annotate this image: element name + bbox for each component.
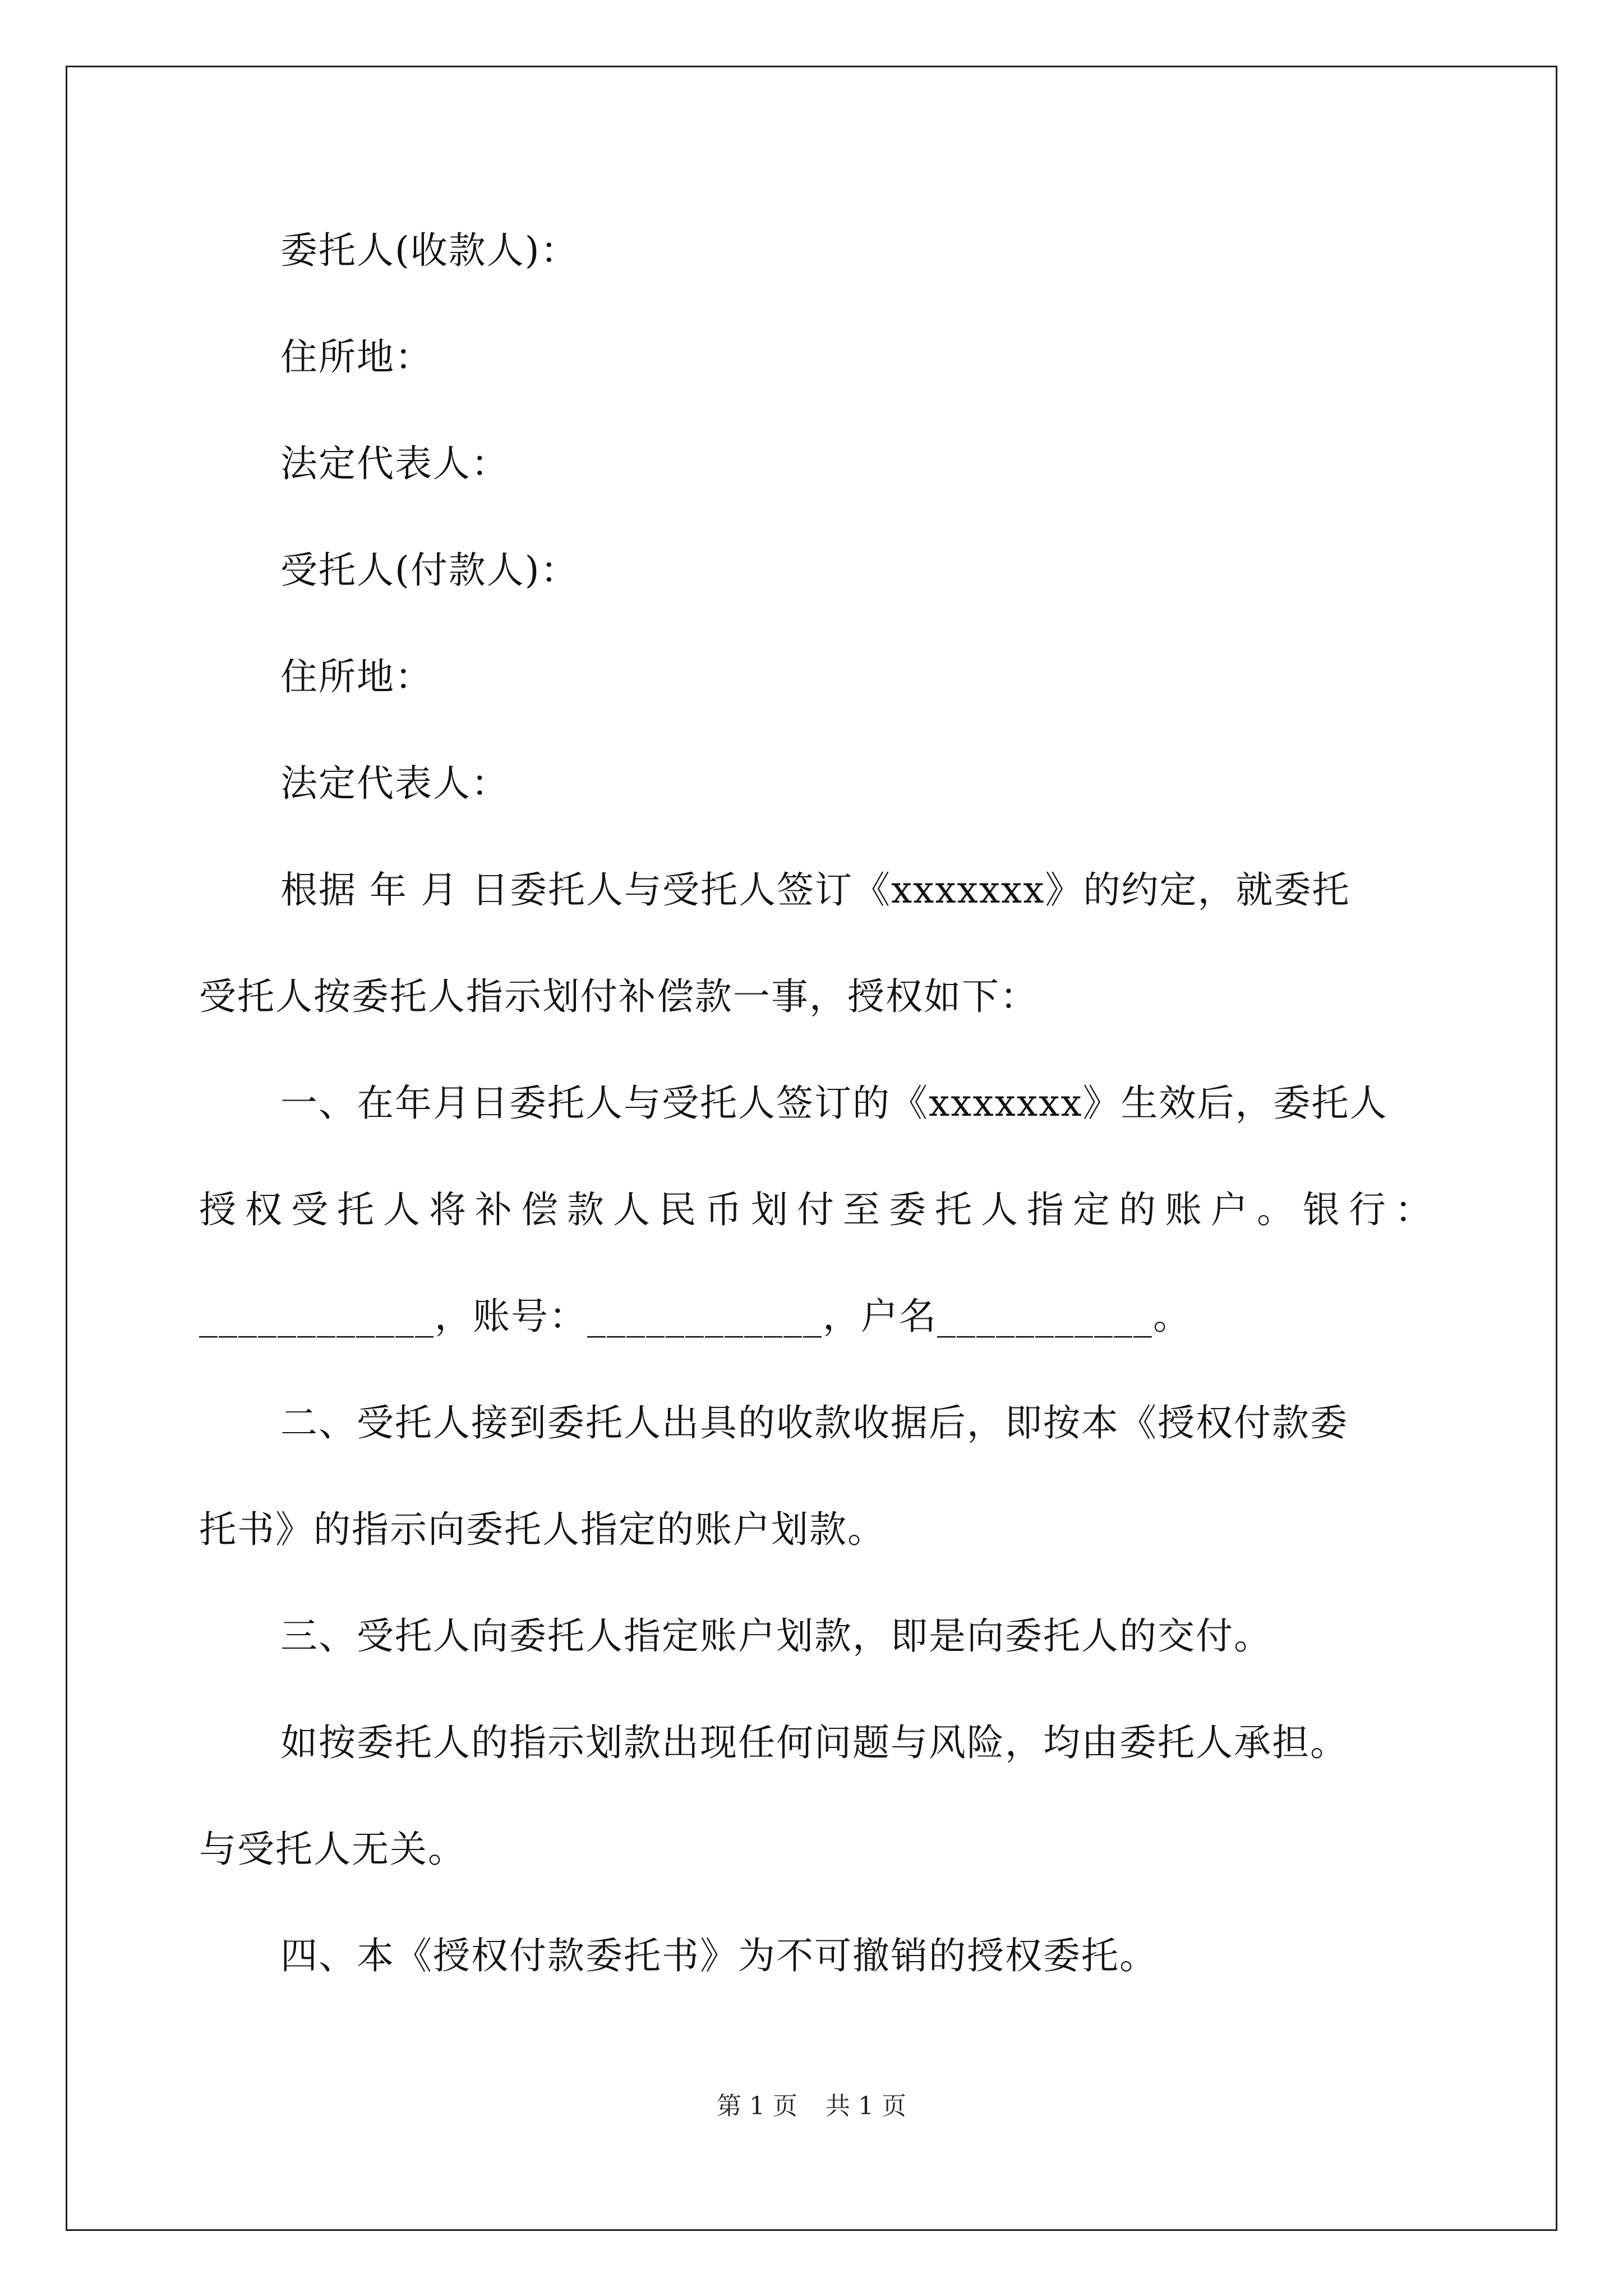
agent-address-label: 住所地： [280,655,433,698]
agent-label: 受托人(付款人)： [280,549,579,592]
bank-account-fields: ____________，账号：____________，户名___________。 [199,1295,1191,1338]
page-total: 共 1 页 [826,2092,906,2120]
clause-2-line-2: 托书》的指示向委托人指定的账户划款。 [199,1508,886,1551]
agent-representative-label: 法定代表人： [280,762,509,805]
page-number: 第 1 页 [717,2092,797,2120]
page-footer [0,2090,1623,2123]
principal-address-label: 住所地： [280,335,433,379]
risk-paragraph-line-2: 与受托人无关。 [199,1828,466,1871]
clause-2-line-1: 二、受托人接到委托人出具的收款收据后，即按本《授权付款委 [280,1401,1348,1444]
page-border [66,66,1557,2231]
intro-paragraph-line-2: 受托人按委托人指示划付补偿款一事，授权如下： [199,975,1038,1018]
intro-paragraph-line-1: 根据 年 月 日委托人与受托人签订《xxxxxxx》的约定，就委托 [280,868,1350,912]
principal-representative-label: 法定代表人： [280,442,509,485]
principal-label: 委托人(收款人)： [280,229,579,272]
clause-4: 四、本《授权付款委托书》为不可撤销的授权委托。 [280,1934,1158,1977]
clause-3: 三、受托人向委托人指定账户划款，即是向委托人的交付。 [280,1614,1272,1658]
clause-1-line-1: 一、在年月日委托人与受托人签订的《xxxxxxx》生效后，委托人 [280,1082,1388,1125]
risk-paragraph-line-1: 如按委托人的指示划款出现任何问题与风险，均由委托人承担。 [280,1721,1348,1764]
clause-1-line-2: 授权受托人将补偿款人民币划付至委托人指定的账户。银行： [199,1188,1433,1231]
